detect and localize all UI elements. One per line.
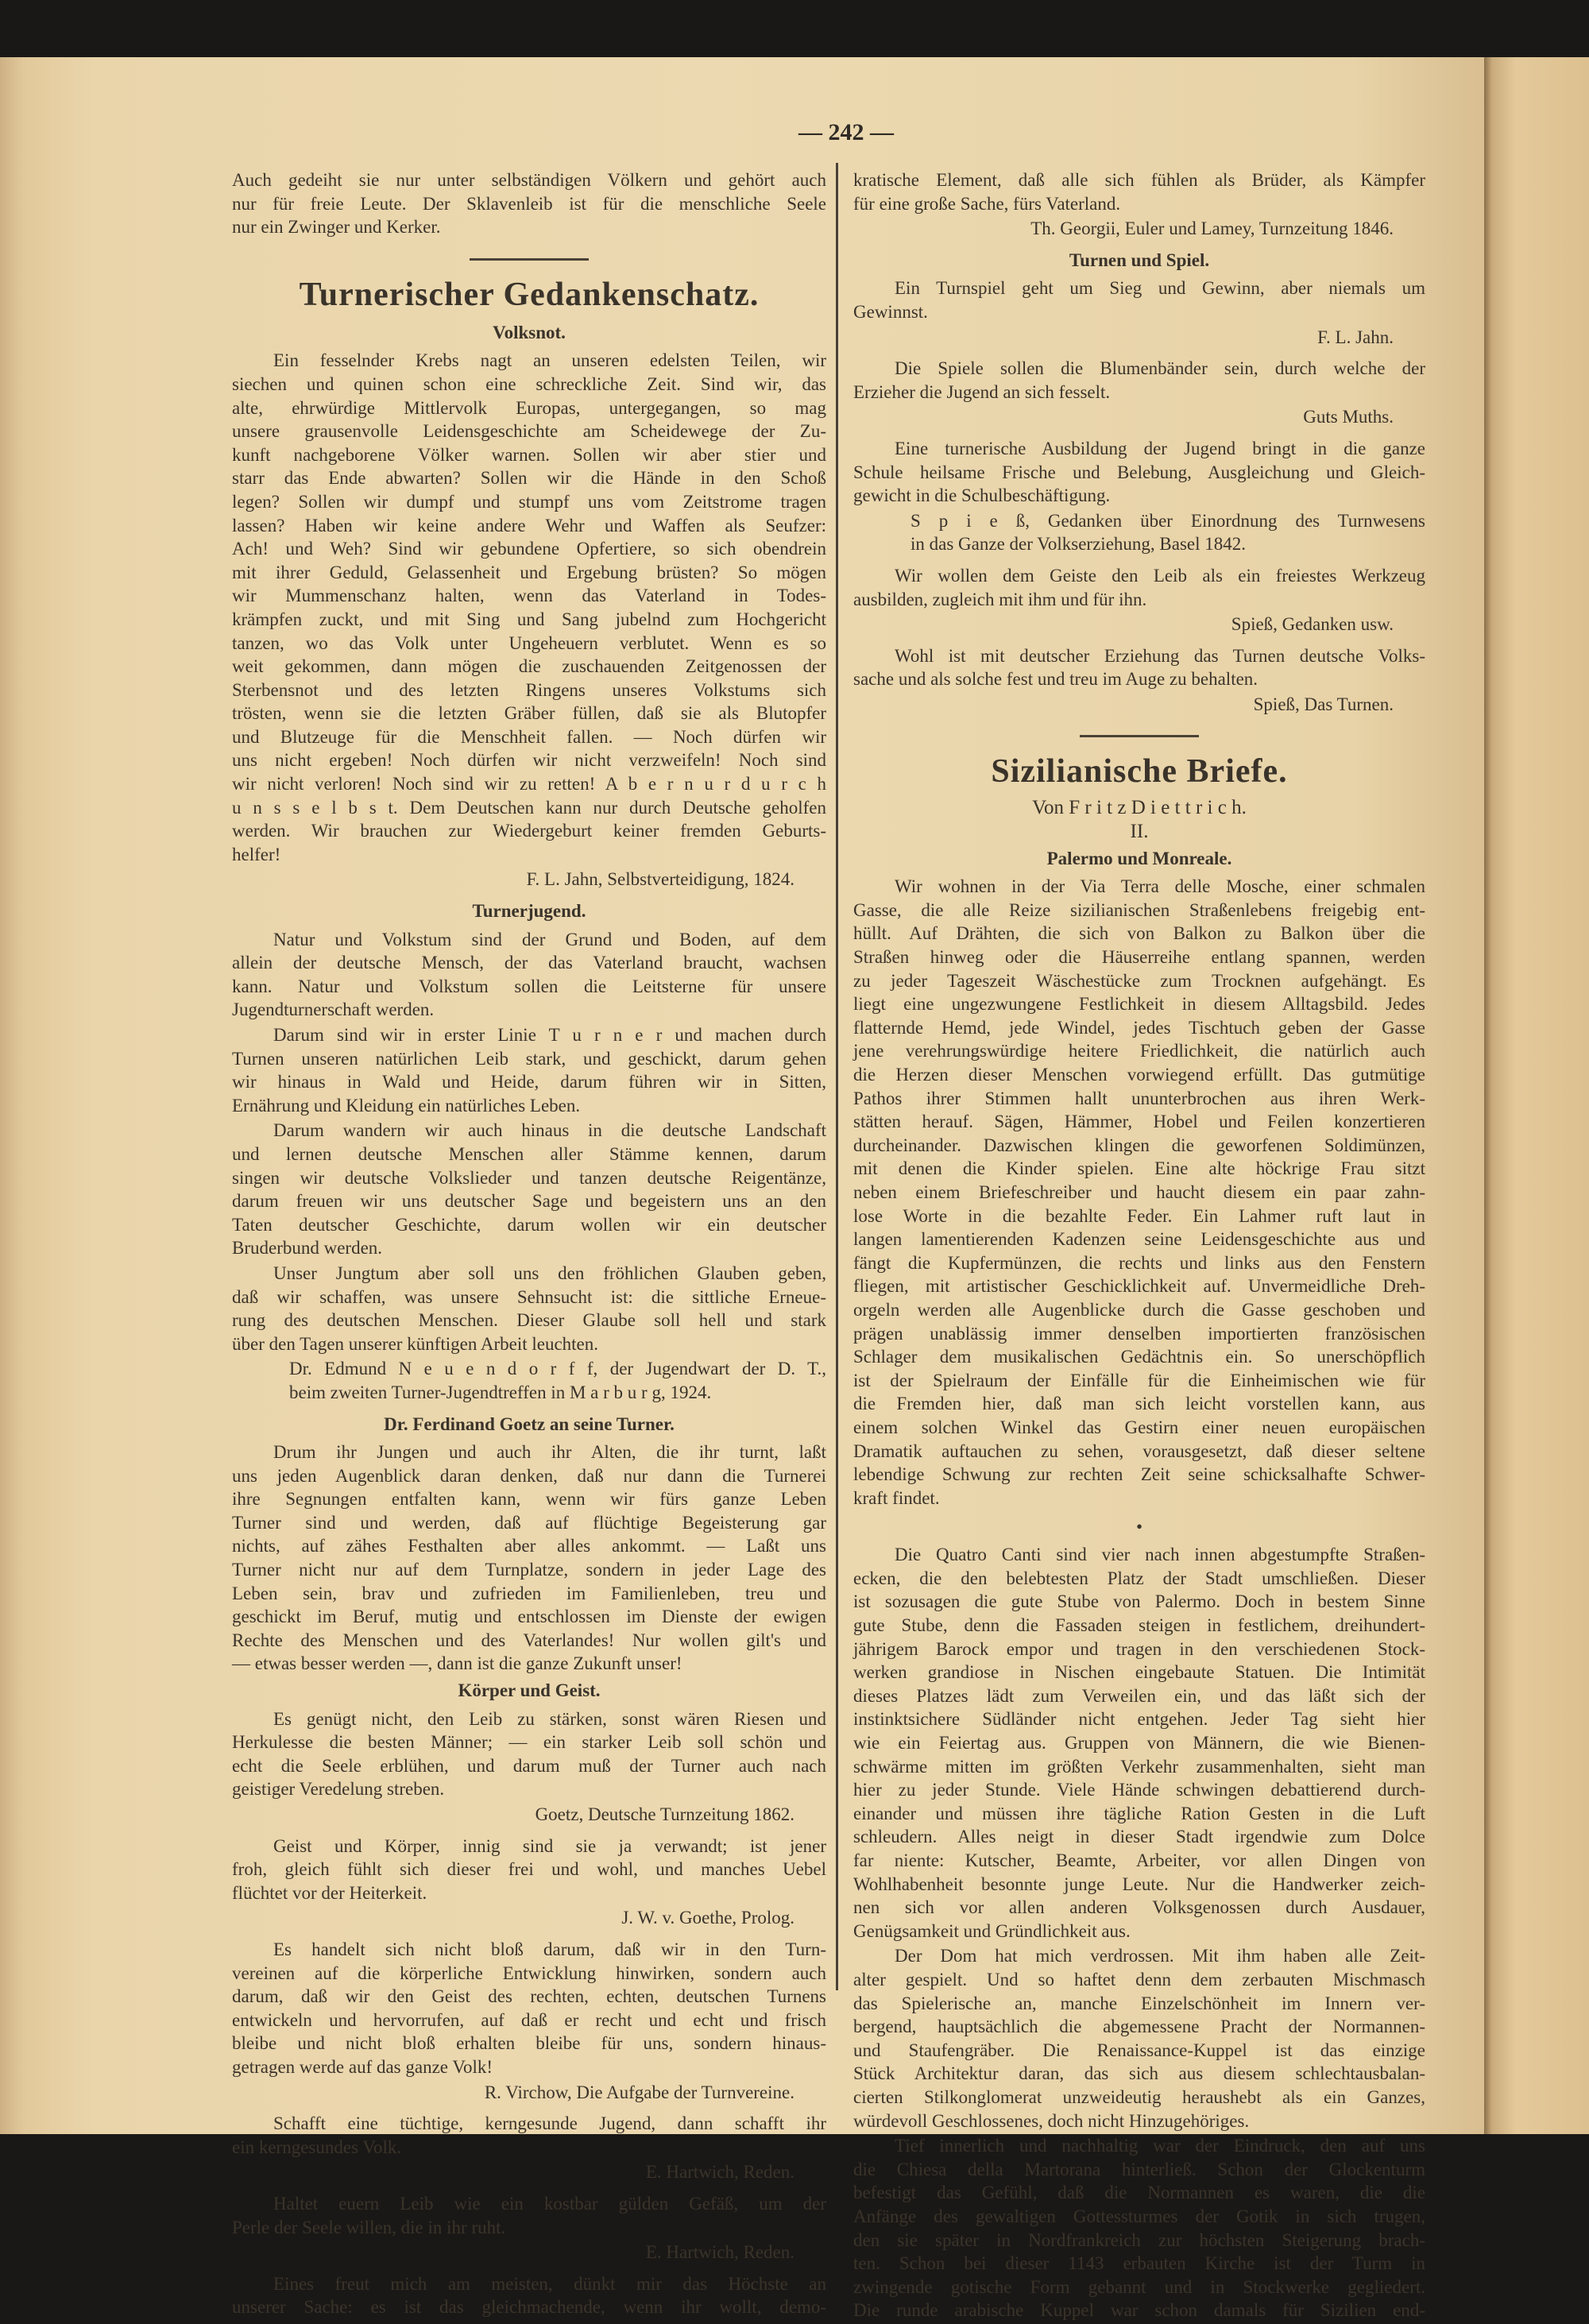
text-line: R. Virchow, Die Aufgabe der Turnvereine. <box>484 2082 794 2102</box>
text-line: bergend, hauptsächlich die abgemessene Pracht der Normannen- <box>853 2017 1425 2037</box>
text-line: Th. Georgii, Euler und Lamey, Turnzeitung 1846. <box>1030 218 1394 239</box>
section-heading: Volksnot. <box>493 322 566 342</box>
section-heading: Körper und Geist. <box>458 1680 601 1701</box>
text-line: F. L. Jahn. <box>1317 327 1394 347</box>
text-line: wir nicht verloren! Noch sind wir zu retten! A b e r n u r d u r c h <box>232 774 826 795</box>
text-line: Genügsamkeit und Gründlichkeit aus. <box>853 1920 1131 1941</box>
text-line: weit gekommen, dann mögen die zuschauenden Zeitgenossen der <box>232 656 826 677</box>
text-line: Leben sein, brav und zufrieden im Familienleben, treu und <box>232 1583 826 1603</box>
section-separator: • <box>1135 1517 1143 1537</box>
text-line: tanzen, wo das Volk unter Ungeheuern verblutet. Wenn es so <box>232 632 826 653</box>
text-line: zwingende gotische Form gebannt und in Stockwerke gegliedert. <box>853 2276 1425 2297</box>
text-line: kraft findet. <box>853 1487 940 1508</box>
text-line: lebendige Schwung zur rechten Zeit seine schicksalhafte Schwer- <box>853 1464 1425 1485</box>
text-line: unserer Sache: es ist das gleichmachende, wenn ihr wollt, demo- <box>232 2297 826 2318</box>
section-heading: Palermo und Monreale. <box>1046 848 1232 868</box>
text-line: helfer! <box>232 844 281 864</box>
text-line: daß wir schaffen, was unsere Sehnsucht ist: die sittliche Erneue- <box>232 1286 826 1307</box>
paragraph <box>853 1543 1425 1943</box>
text-line: Die runde arabische Kuppel war schon damals für Sizilien end- <box>853 2300 1425 2321</box>
text-line: orgeln werden alle Augenblicke durch die Gasse geschoben und <box>853 1299 1425 1320</box>
text-line: Der Dom hat mich verdrossen. Mit ihm haben alle Zeit- <box>895 1946 1425 1966</box>
text-line: darum, daß wir den Geist des rechten, echten, deutschen Turnens <box>232 1986 826 2007</box>
text-line: Goetz, Deutsche Turnzeitung 1862. <box>535 1804 794 1824</box>
text-line: ein kerngesundes Volk. <box>232 2136 402 2157</box>
text-line: Spieß, Das Turnen. <box>1253 694 1394 714</box>
text-line: einem solchen Winkel das Gestirn einer neuen europäischen <box>853 1417 1425 1437</box>
text-line: und Blutzeuge für die Menschheit fallen. — Noch dürfen wir <box>232 726 826 747</box>
section-heading: Turnerjugend. <box>472 901 586 922</box>
text-line: in das Ganze der Volkserziehung, Basel 1842. <box>910 534 1246 555</box>
text-line: Dr. Edmund N e u e n d o r f f, der Jugendwart der D. T., <box>289 1359 826 1379</box>
text-line: Eines freut mich am meisten, dünkt mir das Höchste an <box>273 2273 826 2294</box>
text-line: die Chiesa della Martorana hinterließ. Schon der Glockenturm <box>853 2159 1425 2179</box>
text-line: trösten, wenn sie die letzten Gräber füllen, daß sie als Blutopfer <box>232 703 826 724</box>
text-line: hüllt. Auf Drähten, die sich von Balkon zu Balkon über die <box>853 923 1425 944</box>
text-line: Turner sind und werden, daß auf flüchtige Begeisterung gar <box>232 1512 826 1533</box>
text-line: Turner nicht nur auf dem Turnplatze, sondern in jeder Lage des <box>232 1560 826 1580</box>
text-line: ihre Segnungen entfalten kann, wenn wir fürs ganze Leben <box>232 1489 826 1510</box>
text-line: Wohlhabenheit besonnte junge Leute. Nur die Handwerker zeich- <box>853 1874 1425 1894</box>
text-line: Anfänge des gewaltigen Gottessturmes der Gotik in sich trugen, <box>853 2206 1425 2226</box>
attribution <box>853 613 1425 636</box>
attribution <box>853 405 1425 429</box>
text-line: prägen unablässig immer denselben importierten französischen <box>853 1323 1425 1344</box>
paragraph <box>853 437 1425 508</box>
left-column <box>232 168 826 2321</box>
text-line: lassen? Haben wir keine andere Wehr und Waffen als Seufzer: <box>232 515 826 536</box>
text-line: Eine turnerische Ausbildung der Jugend bringt in die ganze <box>895 438 1425 458</box>
section-rule <box>470 258 589 261</box>
text-line: Bruderbund werden. <box>232 1238 383 1259</box>
text-line: Schlager dem musikalischen Gedächtnis ein. So unerschöpflich <box>853 1347 1425 1367</box>
text-line: schwärme mitten im größten Verkehr zusammenhalten, sieht man <box>853 1756 1425 1777</box>
text-line: alte, ehrwürdige Mittlervolk Europas, untergegangen, so mag <box>232 397 826 418</box>
text-line: darum freuen wir uns deutscher Sage und begeistern uns an den <box>232 1191 826 1212</box>
text-line: Natur und Volkstum sind der Grund und Boden, auf dem <box>273 929 826 949</box>
article-title: Turnerischer Gedankenschatz. <box>299 276 760 313</box>
text-line: Schule heilsame Frische und Belebung, Ausgleichung und Gleich- <box>853 462 1425 482</box>
text-line: Perle der Seele willen, die in ihr ruht. <box>232 2217 506 2237</box>
text-line: wie ein Feiertag aus. Gruppen von Männern, die wie Bienen- <box>853 1733 1425 1754</box>
section-heading: Turnen und Spiel. <box>1069 249 1210 270</box>
text-line: schleudern. Alles neigt in dieser Stadt irgendwie zum Dolce <box>853 1827 1425 1847</box>
page-number: — 242 — <box>798 119 894 145</box>
paragraph <box>853 2134 1425 2322</box>
text-line: Schafft eine tüchtige, kerngesunde Jugend, dann schafft ihr <box>273 2113 826 2134</box>
text-line: geschickt im Beruf, mutig und entschlossen im Dienste der ewigen <box>232 1607 826 1627</box>
text-line: würdevoll Geschlossenes, doch nicht Hinzugehöriges. <box>853 2110 1250 2131</box>
paragraph <box>853 564 1425 611</box>
attribution <box>853 217 1425 241</box>
text-line: bleibe und nicht bloß erhalten bleibe für uns, sondern hinaus- <box>232 2033 826 2054</box>
text-line: Stück Architektur daran, das sich aus diesem schlechtausbalan- <box>853 2063 1425 2084</box>
attribution <box>853 509 1425 556</box>
text-line: flatternde Hemd, jede Windel, jedes Tischtuch geben der Gasse <box>853 1017 1425 1038</box>
text-line: Pathos ihrer Stimmen hallt ununterbrochen aus ihren Werk- <box>853 1088 1425 1108</box>
text-line: alter gespielt. Und so haftet denn dem zerbauten Mischmasch <box>853 1969 1425 1990</box>
section-heading: Dr. Ferdinand Goetz an seine Turner. <box>384 1413 675 1434</box>
text-line: langen lamentierenden Kadenzen seine Leidensgeschichte aus und <box>853 1229 1425 1250</box>
paragraph <box>232 1938 826 2079</box>
text-line: Darum wandern wir auch hinaus in die deutsche Landschaft <box>273 1120 826 1141</box>
text-line: Ernährung und Kleidung ein natürliches Leben. <box>232 1095 581 1116</box>
paragraph <box>232 1262 826 1355</box>
text-line: wir Mummenschanz halten, wenn das Vaterland in Todes- <box>232 586 826 606</box>
text-line: dieses Platzes lädt zum Verweilen ein, und das läßt sich der <box>853 1685 1425 1706</box>
text-line: cierten Stilkonglomerat unzweideutig heraushebt als ein Ganzes, <box>853 2086 1425 2107</box>
text-line: Gewinnst. <box>853 301 928 322</box>
text-line: geistiger Veredelung streben. <box>232 1779 445 1800</box>
paragraph <box>853 276 1425 323</box>
text-line: echt die Seele erblühen, und darum muß der Turner auch nach <box>232 1755 826 1776</box>
text-line: starr das Ende abwarten? Sollen wir die Hände in den Schoß <box>232 468 826 489</box>
text-line: E. Hartwich, Reden. <box>645 2242 794 2263</box>
text-line: für eine große Sache, fürs Vaterland. <box>853 193 1121 214</box>
text-line: durcheinander. Dazwischen klingen die geworfenen Soldimünzen, <box>853 1135 1425 1155</box>
paragraph <box>232 168 826 239</box>
paragraph <box>853 875 1425 1510</box>
text-line: beim zweiten Turner-Jugendtreffen in M a r b u r g, 1924. <box>289 1382 712 1402</box>
text-line: instinktsichere Südländer nicht entgehen. Jeder Tag sieht hier <box>853 1709 1425 1730</box>
text-line: ist der Spielraum der Einfälle für die Einheimischen wie für <box>853 1370 1425 1390</box>
text-line: stätten herauf. Sägen, Hämmer, Hobel und Feilen konzertieren <box>853 1112 1425 1132</box>
text-line: Darum sind wir in erster Linie T u r n e r und machen durch <box>273 1025 826 1045</box>
text-line: uns jeden Augenblick daran denken, daß nur dann die Turnerei <box>232 1465 826 1486</box>
text-line: Turnen unseren natürlichen Leib stark, und geschickt, darum gehen <box>232 1048 826 1069</box>
text-line: Dramatik auftauchen zu sehen, vorausgesetzt, daß dieser seltene <box>853 1440 1425 1461</box>
paragraph <box>853 168 1425 215</box>
text-line: einander und müssen ihre tägliche Ration Gesten in die Luft <box>853 1803 1425 1823</box>
part-numeral: II. <box>1130 821 1149 843</box>
text-line: Geist und Körper, innig sind sie ja verwandt; ist jener <box>273 1835 826 1856</box>
text-line: getragen werde auf das ganze Volk! <box>232 2056 493 2077</box>
text-line: u n s s e l b s t. Dem Deutschen kann nur durch Deutsche geholfen <box>232 797 826 818</box>
text-line: E. Hartwich, Reden. <box>645 2162 794 2183</box>
text-line: — etwas besser werden —, dann ist die ganze Zukunft unser! <box>232 1653 682 1674</box>
text-line: Die Quatro Canti sind vier nach innen abgestumpfte Straßen- <box>895 1545 1425 1565</box>
paragraph <box>232 2272 826 2319</box>
text-line: far niente: Kutscher, Beamte, Arbeiter, vor allen Dingen von <box>853 1850 1425 1870</box>
text-line: lose Worte in die bezahlte Feder. Ein Lahmer ruft laut in <box>853 1205 1425 1226</box>
text-line: rung des deutschen Menschen. Dieser Glaube soll hell und stark <box>232 1310 826 1331</box>
paragraph <box>232 2112 826 2159</box>
text-line: Es handelt sich nicht bloß darum, daß wir in den Turn- <box>273 1939 826 1959</box>
attribution <box>232 868 826 891</box>
text-line: zu jeder Tageszeit Wäschestücke zum Trocknen aufgehängt. Es <box>853 970 1425 991</box>
text-line: nur ein Zwinger und Kerker. <box>232 217 441 238</box>
paragraph <box>853 644 1425 691</box>
text-line: fliegen, mit artistischer Geschicklichkeit auf. Unvermeidliche Dreh- <box>853 1276 1425 1297</box>
text-line: fängt die Kupfermünzen, die rechts und links aus den Fenstern <box>853 1252 1425 1273</box>
paragraph <box>853 357 1425 404</box>
text-line: nur für freie Leute. Der Sklavenleib ist für die menschliche Seele <box>232 193 826 214</box>
text-line: J. W. v. Goethe, Prolog. <box>621 1908 794 1928</box>
text-line: Wohl ist mit deutscher Erziehung das Turnen deutsche Volks- <box>895 645 1425 666</box>
paragraph <box>232 1119 826 1260</box>
text-line: unsere grausenvolle Leidensgeschichte am Scheidewege der Zu- <box>232 421 826 442</box>
text-line: allein der deutsche Mensch, der das Vaterland braucht, wachsen <box>232 953 826 973</box>
text-line: kunft nachgeborene Völker warnen. Sollen wir aber stier und <box>232 444 826 465</box>
column-divider <box>836 163 838 1990</box>
text-line: mit ihrer Geduld, Gelassenheit und Ergebung brüsten? So mögen <box>232 562 826 582</box>
text-line: Es genügt nicht, den Leib zu stärken, sonst wären Riesen und <box>273 1708 826 1729</box>
text-line: kann. Natur und Volkstum sollen die Leitsterne für unsere <box>232 976 826 996</box>
text-line: Straßen hinweg oder die Häuserreihe entlang spannen, werden <box>853 947 1425 968</box>
text-line: legen? Sollen wir dumpf und stumpf uns vom Zeitstrome tragen <box>232 491 826 512</box>
text-line: ecken, die den belebtesten Platz der Stadt umschließen. Dieser <box>853 1568 1425 1588</box>
attribution <box>853 693 1425 717</box>
attribution <box>853 326 1425 350</box>
text-line: die Herzen dieser Menschen vorwiegend erfüllt. Das gutmütige <box>853 1065 1425 1085</box>
text-line: Haltet euern Leib wie ein kostbar gülden Gefäß, um der <box>273 2193 826 2214</box>
text-line: die Fremden hier, daß man sich leicht vorstellen kann, aus <box>853 1394 1425 1414</box>
text-line: gute Stube, denn die Fassaden steigen in festlichem, dreihundert- <box>853 1615 1425 1636</box>
text-line: Drum ihr Jungen und auch ihr Alten, die ihr turnt, laßt <box>273 1442 826 1463</box>
text-line: Sterbensnot und des letzten Ringens unseres Volkstums sich <box>232 679 826 700</box>
text-line: neben einem Briefeschreiber und haucht diesem ein paar zahn- <box>853 1181 1425 1202</box>
text-line: Unser Jungtum aber soll uns den fröhlichen Glauben geben, <box>273 1263 826 1283</box>
text-line: Auch gedeiht sie nur unter selbständigen Völkern und gehört auch <box>232 170 826 190</box>
text-line: werden. Wir brauchen zur Wiedergeburt keiner fremden Geburts- <box>232 821 826 841</box>
attribution <box>232 2081 826 2105</box>
text-line: jene verehrungswürdige heitere Friedlichkeit, die natürlich auch <box>853 1041 1425 1061</box>
text-line: Herkulesse die besten Männer; — ein starker Leib soll schön und <box>232 1732 826 1753</box>
attribution <box>232 1906 826 1930</box>
article-title: Sizilianische Briefe. <box>991 753 1288 791</box>
attribution <box>232 1357 826 1404</box>
attribution <box>232 1803 826 1827</box>
text-line: Die Spiele sollen die Blumenbänder sein, durch welche der <box>895 358 1425 379</box>
text-line: Spieß, Gedanken usw. <box>1231 614 1394 635</box>
right-column <box>853 168 1425 2324</box>
text-line: befestigt das Gefühl, daß die Normannen es waren, die die <box>853 2183 1425 2203</box>
text-line: Ein Turnspiel geht um Sieg und Gewinn, aber niemals um <box>895 278 1425 299</box>
text-line: Tief innerlich und nachhaltig war der Eindruck, den auf uns <box>895 2136 1425 2156</box>
text-line: vereinen auf die körperliche Entwicklung hinwirken, sondern auch <box>232 1962 826 1983</box>
paragraph <box>232 928 826 1022</box>
text-line: sache und als solche fest und treu im Auge zu behalten. <box>853 669 1258 690</box>
text-line: ten. Schon bei dieser 1143 erbauten Kirche ist der Turm in <box>853 2253 1425 2274</box>
section-rule <box>1080 735 1199 737</box>
text-line: kratische Element, daß alle sich fühlen als Brüder, als Kämpfer <box>853 170 1425 190</box>
text-line: Ach! und Weh? Sind wir gebundene Opfertiere, so sich obendrein <box>232 539 826 559</box>
text-line: Rechte des Menschen und des Vaterlandes! Nur wollen gilt's und <box>232 1630 826 1650</box>
text-line: Wir wohnen in der Via Terra delle Mosche, einer schmalen <box>895 876 1425 897</box>
text-line: liegt eine ungezwungene Festlichkeit in diesem Alltagsbild. Jedes <box>853 994 1425 1015</box>
text-line: jährigem Barock empor und tragen in den verschiedenen Stock- <box>853 1638 1425 1659</box>
text-line: wir hinaus in Wald und Heide, darum führen wir in Sitten, <box>232 1072 826 1092</box>
text-line: froh, gleich fühlt sich dieser frei und wohl, und manches Uebel <box>232 1859 826 1880</box>
text-line: den sie später in Nordfrankreich zur höchsten Steigerung brach- <box>853 2229 1425 2250</box>
paragraph <box>232 1440 826 1676</box>
attribution <box>232 2241 826 2264</box>
text-line: und Staufengräber. Die Renaissance-Kuppel ist das einzige <box>853 2040 1425 2060</box>
paragraph <box>232 1707 826 1801</box>
text-line: F. L. Jahn, Selbstverteidigung, 1824. <box>526 869 794 890</box>
text-line: flüchtet vor der Heiterkeit. <box>232 1882 427 1903</box>
text-line: mit denen die Kinder spielen. Eine alte höckrige Frau sitzt <box>853 1158 1425 1179</box>
text-line: siechen und quinen schon eine schreckliche Zeit. Sind wir, das <box>232 373 826 394</box>
text-line: hier zu jeder Stunde. Viele Hände schwingen debattierend durch- <box>853 1780 1425 1800</box>
text-line: Jugendturnerschaft werden. <box>232 1000 435 1020</box>
paragraph <box>853 1944 1425 2133</box>
text-line: ist sozusagen die gute Stube von Palermo. Doch in bestem Sinne <box>853 1591 1425 1612</box>
paragraph <box>232 1835 826 1905</box>
text-line: nen sich vor allen anderen Volksgenossen durch Ausdauer, <box>853 1897 1425 1918</box>
text-line: entwickeln und hervorrufen, auf daß er recht und echt und frisch <box>232 2009 826 2030</box>
text-line: gewicht in die Schulbeschäftigung. <box>853 485 1111 506</box>
text-line: uns nicht ergeben! Noch dürfen wir nicht verzweifeln! Noch sind <box>232 750 826 771</box>
paragraph <box>232 2192 826 2239</box>
adjacent-page-edge <box>1484 57 1589 2134</box>
text-line: krämpfen zuckt, und mit Sing und Sang jubelnd zum Hochgericht <box>232 609 826 629</box>
text-line: Ein fesselnder Krebs nagt an unseren edelsten Teilen, wir <box>273 350 826 371</box>
text-line: und lernen deutsche Menschen aller Stämme kennen, darum <box>232 1143 826 1164</box>
text-line: ausbilden, zugleich mit ihm und für ihn. <box>853 589 1147 609</box>
text-line: S p i e ß, Gedanken über Einordnung des Turnwesens <box>910 510 1425 531</box>
text-line: werken grandiose in Nischen eingebaute Statuen. Die Intimität <box>853 1662 1425 1683</box>
attribution <box>232 2160 826 2184</box>
paragraph <box>232 1023 826 1117</box>
text-line: Wir wollen dem Geiste den Leib als ein freiestes Werkzeug <box>895 565 1425 586</box>
text-line: Gasse, die alle Reize sizilianischen Straßenlebens freigebig ent- <box>853 899 1425 920</box>
text-line: Guts Muths. <box>1303 407 1394 427</box>
text-line: Taten deutscher Geschichte, darum wollen wir ein deutscher <box>232 1214 826 1235</box>
byline: Von F r i t z D i e t t r i c h. <box>1032 797 1247 819</box>
text-line: das Spielerische an, manche Einzelschönheit im Innern ver- <box>853 1993 1425 2013</box>
paragraph <box>232 349 826 866</box>
text-line: nichts, auf zähes Festhalten aber alles ankommt. — Laßt uns <box>232 1536 826 1556</box>
text-line: über den Tagen unserer künftigen Arbeit leuchten. <box>232 1333 598 1354</box>
text-line: Erzieher die Jugend an sich fesselt. <box>853 381 1111 402</box>
text-line: singen wir deutsche Volkslieder und tanzen deutsche Reigentänze, <box>232 1167 826 1188</box>
